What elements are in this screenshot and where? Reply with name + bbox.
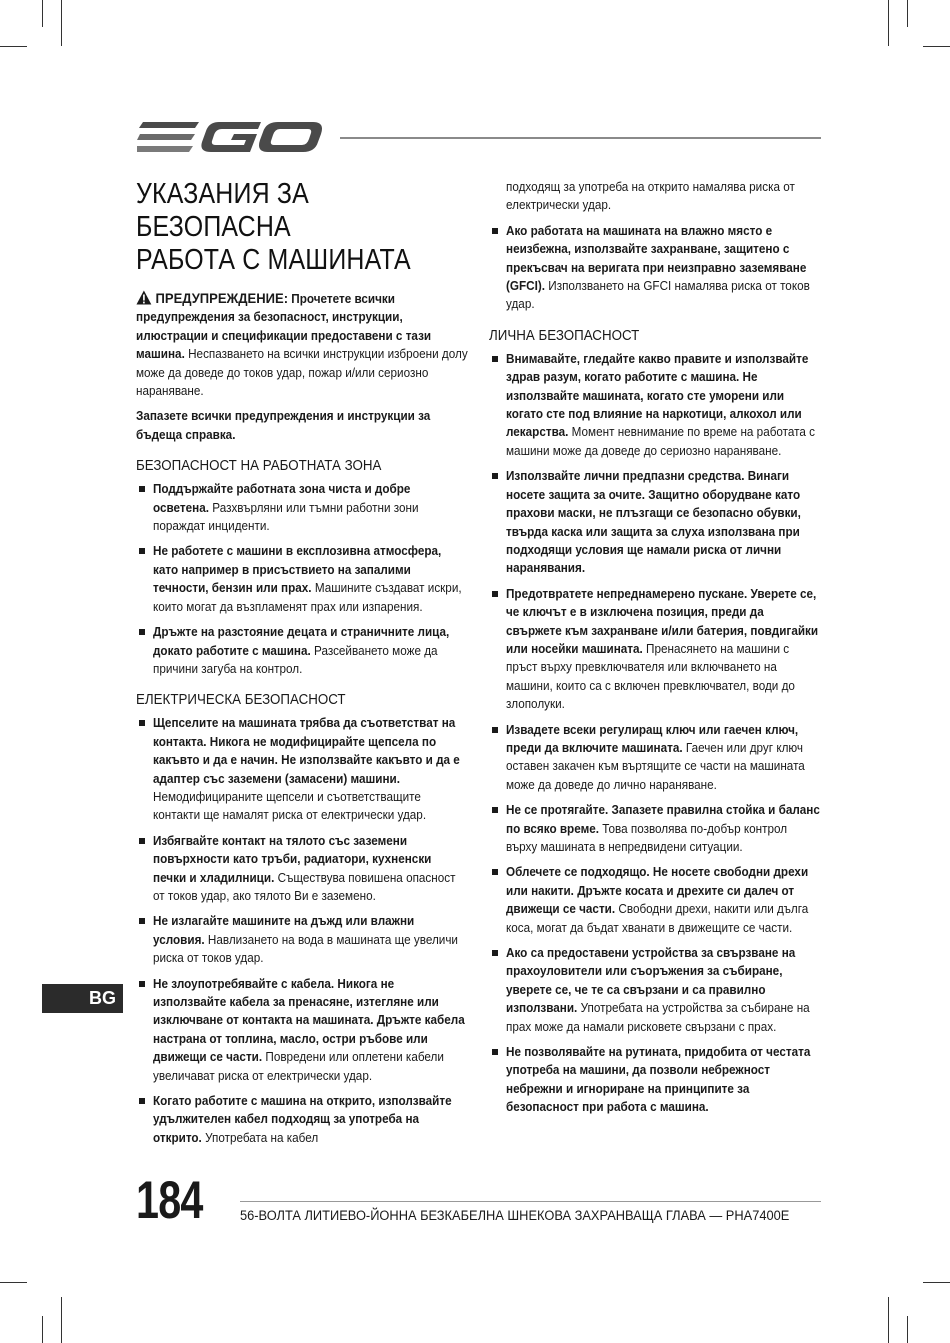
list-item — [136, 975, 468, 1085]
item-text: Пренасянето на машини с пръст върху превключвателя или включването на машини, които са с включен превключвател, води до злополуки. — [506, 641, 795, 712]
item-text: Съществува повишена опасност от токов удар, ако тялото Ви е заземено. — [153, 870, 456, 903]
item-text: Използването на GFCI намалява риска от токов удар. — [506, 279, 810, 312]
footer-rule — [240, 1201, 821, 1202]
crop-mark — [0, 1282, 27, 1283]
item-bold: Щепселите на машината трябва да съответстват на контакта. Никога не модифицирайте щепсела по какъвто и да е начин. Не използвайте какъвто и да е адаптер със заземени (замасени) машини. — [153, 716, 460, 786]
bullet-icon — [139, 838, 145, 844]
crop-mark — [907, 1316, 908, 1343]
save-note — [136, 407, 468, 444]
section-heading-electrical — [136, 692, 468, 708]
item-text: Немодифицираните щепсели и съответстващите контакти ще намалят риска от електрически удар. — [153, 789, 427, 823]
bullet-icon — [492, 1049, 498, 1055]
crop-mark — [923, 1282, 950, 1283]
warning-paragraph — [136, 289, 468, 400]
bullet-icon — [492, 228, 498, 234]
list-item — [489, 585, 821, 714]
list-item — [489, 944, 821, 1036]
list-item — [489, 801, 821, 856]
item-bold: Използвайте лични предпазни средства. Винаги носете защита за очите. Защитно оборудване като прахови маски, не плъзгащи се безопасно обувки, твърда каска или защита за слуха използвана при подходящи условия ще намали риска от лични наранявания. — [506, 469, 801, 576]
heading-text: ЛИЧНА БЕЗОПАСНОСТ — [489, 327, 640, 344]
bullet-icon — [492, 950, 498, 956]
crop-mark — [923, 46, 950, 47]
crop-mark — [61, 0, 62, 46]
item-text: Употребата на устройства за събиране на прах може да намали рисковете свързани с прах. — [506, 1001, 810, 1034]
item-bold: Не злоупотребявайте с кабела. Никога не използвайте кабела за пренасяне, изтегляне или изключване от контакта на машината. Дръжте кабела настрана от топлина, масло, остри ръбове или движещи се части. — [153, 976, 465, 1065]
footer-text: 56-ВОЛТА ЛИТИЕВО-ЙОННА БЕЗКАБЕЛНА ШНЕКОВА ЗАХРАНВАЩА ГЛАВА — PHA7400E — [240, 1208, 790, 1224]
item-bold: Ако работата на машината на влажно място е неизбежна, използвайте захранване, защитено с прекъсвач на веригата при неизправно заземяване (GFCI). — [506, 223, 807, 294]
page-number: 184 — [136, 1171, 203, 1230]
bullet-icon — [139, 981, 145, 987]
electrical-list-cont — [489, 222, 821, 314]
item-bold: Избягвайте контакт на тялото със заземени повърхности като тръби, радиатори, кухненски печки и хладилници. — [153, 833, 432, 885]
left-column — [136, 178, 468, 1154]
crop-mark — [42, 1316, 43, 1343]
section-heading-work-area — [136, 458, 468, 474]
item-bold: Когато работите с машина на открито, използвайте удължителен кабел подходящ за употреба на открито. — [153, 1094, 452, 1145]
item-text: Машините създават искри, които могат да възпламенят прах или изпарения. — [153, 581, 462, 614]
language-tab: BG — [42, 984, 123, 1013]
list-item — [136, 714, 468, 824]
crop-mark — [907, 0, 908, 27]
crop-mark — [888, 1297, 889, 1343]
item-bold: Извадете всеки регулиращ ключ или гаечен ключ, преди да включите машината. — [506, 722, 799, 755]
warning-bold-text: Прочетете всички предупреждения за безопасност, инструкции, илюстрации и спецификации предоставени с тази машина. — [136, 292, 432, 362]
item-text: Гаечен или друг ключ оставен закачен към въртящите се части на машината може да доведе до лично нараняване. — [506, 740, 805, 792]
list-item — [136, 623, 468, 678]
list-item — [136, 912, 468, 967]
heading-text: БЕЗОПАСНОСТ НА РАБОТНАТА ЗОНА — [136, 458, 382, 475]
bullet-icon — [492, 869, 498, 875]
warning-triangle-icon — [136, 290, 152, 305]
heading-text: ЕЛЕКТРИЧЕСКА БЕЗОПАСНОСТ — [136, 692, 346, 709]
item-text: Употребата на кабел — [201, 1130, 319, 1145]
list-item — [489, 350, 821, 460]
crop-mark — [888, 0, 889, 46]
save-note-text: Запазете всички предупреждения и инструкции за бъдеща справка. — [136, 409, 431, 442]
list-item — [136, 480, 468, 535]
item-text: Разсейването може да причини загуба на контрол. — [153, 643, 438, 676]
list-item — [489, 467, 821, 577]
bullet-icon — [139, 720, 145, 726]
bullet-icon — [492, 356, 498, 362]
list-item — [136, 542, 468, 616]
item-text: Навлизането на вода в машината ще увеличи риска от токов удар. — [153, 932, 458, 966]
item-bold: Не се протягайте. Запазете правилна стойка и баланс по всяко време. — [506, 803, 820, 836]
item-text: Това позволява по-добър контрол върху машината в непредвидени ситуации. — [506, 821, 788, 854]
item-bold: Не работете с машини в експлозивна атмосфера, като например в присъствието на запалими течности, бензин или прах. — [153, 544, 442, 596]
item-bold: Дръжте на разстояние децата и страничните лица, докато работите с машина. — [153, 625, 450, 658]
electrical-list — [136, 714, 468, 1147]
bullet-icon — [139, 1098, 145, 1104]
item-bold: Не излагайте машините на дъжд или влажни условия. — [153, 914, 415, 947]
item-bold: Ако са предоставени устройства за свързване на прахоуловители или съоръжения за събиране, уверете се, че те са свързани и са правилно използвани. — [506, 946, 796, 1016]
right-column — [489, 178, 821, 1124]
personal-list — [489, 350, 821, 1117]
bullet-icon — [139, 548, 145, 554]
item-text: Свободни дрехи, накити или дълга коса, могат да бъдат хванати в движещите се части. — [506, 902, 809, 935]
warning-label: ПРЕДУПРЕЖДЕНИЕ: — [155, 290, 289, 306]
list-item — [489, 863, 821, 937]
item-text: Повредени или оплетени кабели увеличават риска от електрически удар. — [153, 1050, 444, 1083]
crop-mark — [61, 1297, 62, 1343]
item-bold: Поддържайте работната зона чиста и добре осветена. — [153, 482, 411, 515]
bullet-icon — [492, 727, 498, 733]
page-title: УКАЗАНИЯ ЗА БЕЗОПАСНА РАБОТА С МАШИНАТА — [136, 178, 411, 276]
crop-mark — [42, 0, 43, 27]
warning-text: Неспазването на всички инструкции изброени долу може да доведе до токов удар, пожар и/или сериозно нараняване. — [136, 347, 468, 399]
list-item — [136, 832, 468, 906]
continued-text-wrap — [489, 178, 821, 215]
ego-logo — [137, 116, 322, 158]
item-bold: Облечете се подходящо. Не носете свободни дрехи или накити. Дръжте косата и дрехите си далеч от движещи се части. — [506, 865, 809, 917]
item-text: Момент невнимание по време на работата с машини може да доведе до сериозно нараняване. — [506, 425, 816, 458]
list-item — [489, 721, 821, 795]
list-item — [489, 222, 821, 314]
item-text: Разхвърляни или тъмни работни зони пораждат инциденти. — [153, 500, 419, 534]
item-bold: Предотвратете непреднамерено пускане. Уверете се, че ключът е в изключена позиция, преди да свържете към захранване и/или батерия, повдигайки или носейки машината. — [506, 586, 819, 656]
bullet-icon — [139, 629, 145, 635]
bullet-icon — [492, 473, 498, 479]
list-item — [489, 1043, 821, 1117]
item-bold: Внимавайте, гледайте какво правите и използвайте здрав разум, когато работите с машина. Не използвайте машината, когато сте уморени или когато сте под влияние на наркотици, алкохол или лекарства. — [506, 351, 809, 440]
continued-text: подходящ за употреба на открито намалява риска от електрически удар. — [506, 180, 795, 213]
bullet-icon — [492, 591, 498, 597]
header-rule — [340, 137, 821, 139]
item-bold: Не позволявайте на рутината, придобита от честата употреба на машини, да позволи небрежност небрежни и игнориране на принципите за безопасност при работа с машина. — [506, 1045, 811, 1115]
section-heading-personal — [489, 328, 821, 344]
crop-mark — [0, 46, 27, 47]
bullet-icon — [139, 486, 145, 492]
bullet-icon — [139, 918, 145, 924]
list-item — [136, 1092, 468, 1147]
work-area-list — [136, 480, 468, 678]
bullet-icon — [492, 807, 498, 813]
